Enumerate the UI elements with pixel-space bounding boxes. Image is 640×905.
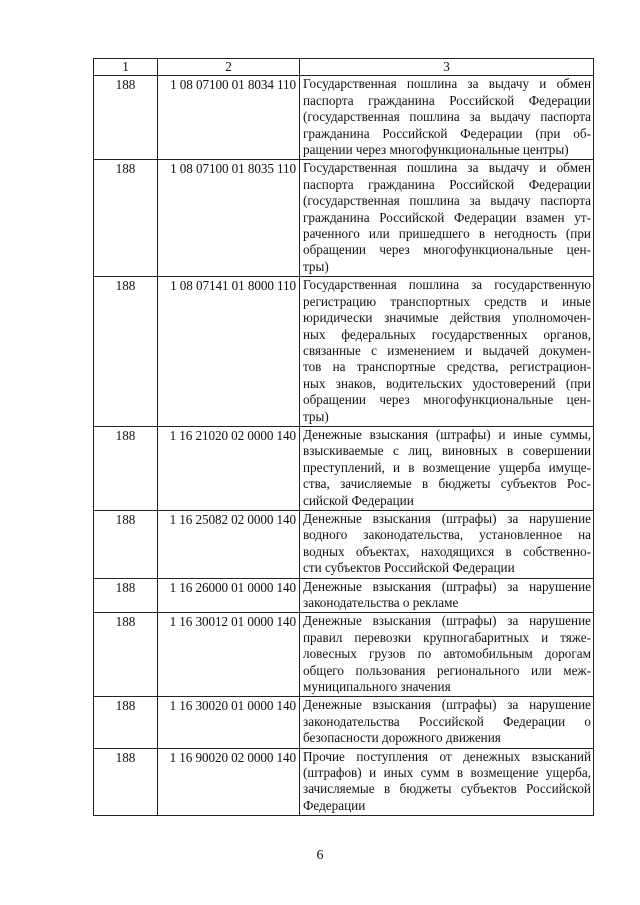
revenue-code-cell: 1 16 25082 02 0000 140 (158, 510, 300, 578)
description-line: обращении через многофункциональные цен- (303, 392, 591, 408)
table-row (94, 613, 594, 697)
description-cell (300, 613, 594, 697)
description-line: водных объектах, находящихся в собственно- (303, 543, 591, 559)
revenue-code-cell: 1 16 30012 01 0000 140 (158, 613, 300, 697)
revenue-code-cell: 1 16 30020 01 0000 140 (158, 697, 300, 748)
description-line: Денежные взыскания (штрафы) за нарушение (303, 578, 591, 594)
description-line: преступлений, и в возмещение ущерба имуще- (303, 459, 591, 475)
description-cell (300, 277, 594, 427)
description-line: муниципального значения (303, 679, 451, 695)
description-line: Государственная пошлина за выдачу и обмен (303, 160, 591, 176)
header-row (94, 59, 594, 76)
description-line: Денежные взыскания (штрафы) за нарушение (303, 697, 591, 713)
header-col-3: 3 (300, 59, 594, 76)
description-cell (300, 76, 594, 160)
description-line: гражданина Российской Федерации (при об- (303, 125, 591, 141)
description-line: правил перевозки крупногабаритных и тяже- (303, 629, 591, 645)
table-row (94, 277, 594, 427)
description-cell (300, 510, 594, 578)
table-body (94, 76, 594, 816)
description-line: сийской Федерации (303, 492, 414, 508)
description-line: ных федеральных государственных органов, (303, 326, 591, 342)
description-line: обращении через многофункциональные цен- (303, 242, 591, 258)
description-line: (штрафов) и иных сумм в возмещение ущерба, (303, 765, 591, 781)
description-line: Государственная пошлина за выдачу и обмен (303, 76, 591, 92)
admin-code-cell: 188 (94, 426, 158, 510)
description-line: паспорта гражданина Российской Федерации (303, 176, 591, 192)
description-line: законодательства Российской Федерации о (303, 713, 591, 729)
description-line: законодательства о рекламе (303, 595, 459, 610)
description-line: ловесных грузов по автомобильным дорогам (303, 646, 591, 662)
revenue-code-cell: 1 08 07100 01 8035 110 (158, 160, 300, 277)
description-line: раченного или пришедшего в негодность (при (303, 226, 591, 242)
table-row (94, 160, 594, 277)
description-line: регистрацию транспортных средств и иные (303, 293, 591, 309)
table-row (94, 697, 594, 748)
description-line: паспорта гражданина Российской Федерации (303, 92, 591, 108)
revenue-code-cell: 1 08 07141 01 8000 110 (158, 277, 300, 427)
admin-code-cell: 188 (94, 76, 158, 160)
description-line: Денежные взыскания (штрафы) за нарушение (303, 613, 591, 629)
description-line: тры) (303, 258, 329, 274)
revenue-code-cell: 1 16 90020 02 0000 140 (158, 748, 300, 816)
description-line: безопасности дорожного движения (303, 730, 501, 746)
admin-code-cell: 188 (94, 510, 158, 578)
description-line: гражданина Российской Федерации взамен ут- (303, 209, 591, 225)
table-row (94, 578, 594, 613)
description-line: тов на транспортные средства, регистрацион- (303, 359, 591, 375)
admin-code-cell: 188 (94, 578, 158, 613)
description-cell (300, 697, 594, 748)
description-line: (государственная пошлина за выдачу паспорта (303, 193, 591, 209)
description-line: юридически значимые действия уполномочен- (303, 310, 591, 326)
description-line: зачисляемые в бюджеты субъектов Российской (303, 781, 591, 797)
header-col-2: 2 (158, 59, 300, 76)
description-line: Государственная пошлина за государственную (303, 277, 591, 293)
admin-code-cell: 188 (94, 748, 158, 816)
description-line: общего пользования регионального или меж- (303, 662, 591, 678)
table-row (94, 748, 594, 816)
description-line: сти субъектов Российской Федерации (303, 560, 515, 576)
description-line: Денежные взыскания (штрафы) за нарушение (303, 510, 591, 526)
description-line: Прочие поступления от денежных взысканий (303, 748, 591, 764)
description-line: Федерации (303, 797, 366, 813)
description-line: тры) (303, 408, 329, 424)
description-cell (300, 160, 594, 277)
table-row (94, 426, 594, 510)
description-line: ращении через многофункциональные центры) (303, 142, 569, 158)
admin-code-cell: 188 (94, 277, 158, 427)
description-cell (300, 578, 594, 613)
description-cell (300, 426, 594, 510)
description-line: взыскиваемые с лиц, виновных в совершении (303, 443, 591, 459)
description-line: ства, зачисляемые в бюджеты субъектов Рос- (303, 476, 591, 492)
header-col-1: 1 (94, 59, 158, 76)
revenue-code-cell: 1 16 21020 02 0000 140 (158, 426, 300, 510)
admin-code-cell: 188 (94, 697, 158, 748)
page-number: 6 (316, 848, 324, 863)
description-line: (государственная пошлина за выдачу паспорта (303, 109, 591, 125)
description-line: ных знаков, водительских удостоверений (при (303, 375, 591, 391)
description-cell (300, 748, 594, 816)
table-row (94, 510, 594, 578)
admin-code-cell: 188 (94, 613, 158, 697)
description-line: Денежные взыскания (штрафы) и иные суммы, (303, 426, 591, 442)
description-line: водного законодательства, установленное на (303, 527, 591, 543)
revenue-code-cell: 1 16 26000 01 0000 140 (158, 578, 300, 613)
revenue-code-cell: 1 08 07100 01 8034 110 (158, 76, 300, 160)
description-line: связанные с изменением и выдачей докумен- (303, 342, 591, 358)
revenue-codes-table (93, 58, 594, 816)
table-row (94, 76, 594, 160)
admin-code-cell: 188 (94, 160, 158, 277)
